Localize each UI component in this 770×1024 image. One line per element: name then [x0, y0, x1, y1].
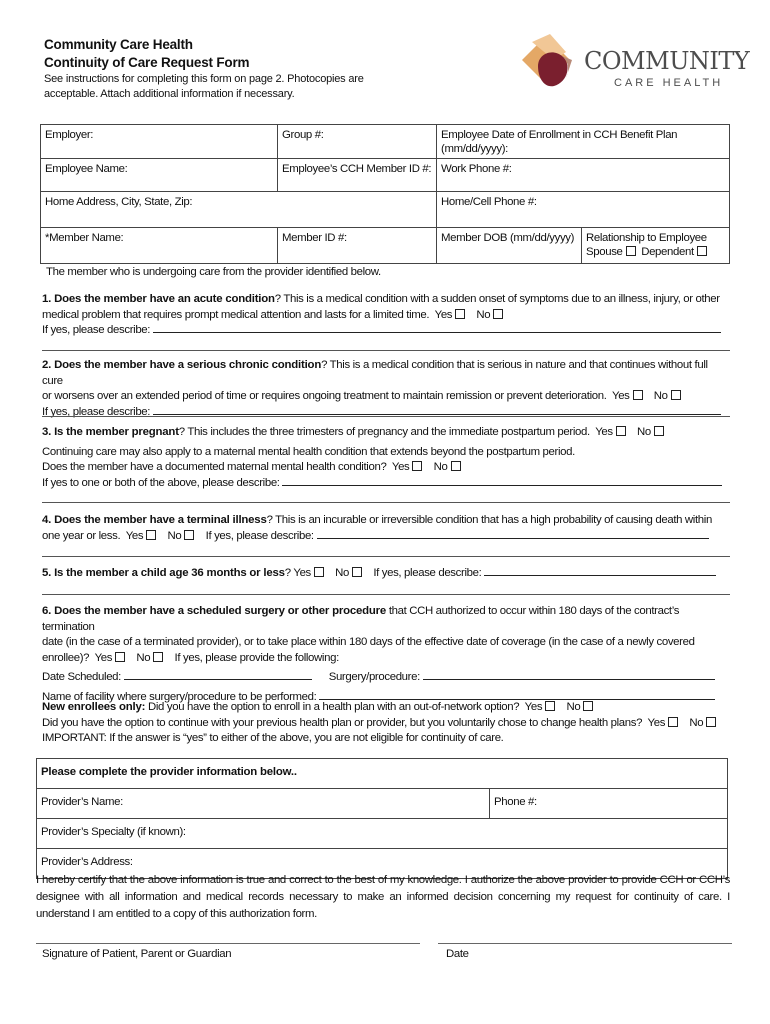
provider-address-label: Provider’s Address: — [41, 856, 133, 868]
q2-describe-input[interactable] — [153, 405, 721, 415]
signature-line[interactable] — [36, 943, 420, 944]
q2-yes-label: Yes — [612, 390, 630, 402]
facility-input[interactable] — [319, 690, 715, 700]
q5-text: ? — [284, 567, 291, 579]
provider-specialty-label: Provider’s Specialty (if known): — [41, 826, 186, 838]
provider-phone-label: Phone #: — [494, 796, 537, 808]
q4-describe-input[interactable] — [317, 529, 709, 539]
work-phone-label: Work Phone #: — [441, 163, 512, 175]
spouse-label: Spouse — [586, 246, 623, 258]
q3-describe-input[interactable] — [282, 476, 722, 486]
question-4 — [42, 513, 730, 544]
provider-heading-text: Please complete the provider information below.. — [41, 766, 297, 778]
employee-member-id-field[interactable] — [278, 159, 437, 192]
employer-label: Employer: — [45, 129, 94, 141]
q6-text-2: date (in the case of a terminated provider), or to take place within 180 days of the effective date of coverage (in the case of a newly covered — [42, 636, 695, 648]
ne1-no-label: No — [566, 701, 581, 713]
q5-describe-line-2[interactable] — [42, 594, 730, 595]
title-line-2: Continuity of Care Request Form — [44, 55, 250, 70]
member-id-field[interactable] — [278, 228, 437, 264]
new-enrollees-section — [42, 700, 730, 747]
q6-yes-checkbox[interactable] — [115, 652, 125, 662]
q1-describe-line-2[interactable] — [42, 350, 730, 351]
q4-no-checkbox[interactable] — [184, 530, 194, 540]
q2-heading: 2. Does the member have a serious chronic condition — [42, 359, 322, 371]
spouse-checkbox[interactable] — [626, 246, 636, 256]
q1-text-2: medical problem that requires prompt medical attention and lasts for a limited time. — [42, 308, 430, 321]
certification-statement: I hereby certify that the above information is true and correct to the best of my knowledge. I authorize the above provider to provide CCH or CCH’s designee with all information and medical records necessary to make an informed decision concerning my request for continuity of care. I understand I am entitled to a copy of this authorization form. — [36, 874, 730, 920]
q1-no-checkbox[interactable] — [493, 309, 503, 319]
group-field[interactable] — [278, 125, 437, 159]
q4-yes-checkbox[interactable] — [146, 530, 156, 540]
q3-yes-checkbox[interactable] — [616, 426, 626, 436]
q3-no-label: No — [637, 426, 651, 438]
relationship-label: Relationship to Employee — [586, 232, 707, 244]
q6-no-checkbox[interactable] — [153, 652, 163, 662]
date-scheduled-label: Date Scheduled: — [42, 671, 121, 683]
q2-text: ? This is a medical condition that is serious in nature and that continues without full cure — [42, 359, 708, 387]
employee-member-id-label: Employee’s CCH Member ID #: — [282, 163, 432, 175]
signature-label: Signature of Patient, Parent or Guardian — [42, 948, 232, 960]
community-care-health-logo — [516, 30, 750, 96]
q6-heading: 6. Does the member have a scheduled surgery or other procedure — [42, 605, 386, 617]
q1-heading: 1. Does the member have an acute condition — [42, 293, 275, 305]
provider-info-table — [36, 758, 728, 879]
facility-label: Name of facility where surgery/procedure to be performed: — [42, 690, 317, 703]
q2-yes-checkbox[interactable] — [633, 390, 643, 400]
q4-text: ? This is an incurable or irreversible condition that has a high probability of causing death within — [266, 514, 712, 526]
member-id-label: Member ID #: — [282, 232, 347, 244]
employee-info-table — [40, 124, 730, 264]
form-instructions: See instructions for completing this form on page 2. Photocopies are acceptable. Attach additional information if necessary. — [44, 73, 364, 100]
surgery-label: Surgery/procedure: — [328, 671, 420, 683]
date-scheduled-input[interactable] — [124, 670, 312, 680]
q2-describe-label: If yes, please describe: — [42, 405, 151, 418]
q3b-no-label: No — [433, 461, 448, 473]
dependent-label: Dependent — [641, 246, 694, 258]
q1-text: ? This is a medical condition with a sudden onset of symptoms due to an illness, injury, or other — [274, 293, 720, 305]
q6-no-label: No — [136, 651, 151, 664]
q3-text-2: Continuing care may also apply to a maternal mental health condition that extends beyond the postpartum period. — [42, 445, 575, 458]
q1-yes-label: Yes — [434, 308, 453, 321]
question-6 — [42, 604, 730, 705]
member-dob-label: Member DOB (mm/dd/yyyy) — [441, 232, 575, 244]
member-name-label: *Member Name: — [45, 232, 124, 244]
q3-text-3: Does the member have a documented maternal mental health condition? — [42, 461, 387, 473]
provider-specialty-field[interactable] — [37, 819, 728, 849]
q1-yes-checkbox[interactable] — [455, 309, 465, 319]
home-address-field[interactable] — [41, 192, 437, 228]
ne2-yes-checkbox[interactable] — [668, 717, 678, 727]
q4-no-label: No — [167, 529, 182, 542]
ne1-yes-label: Yes — [524, 701, 543, 713]
ne2-no-label: No — [689, 716, 704, 729]
q4-describe-label: If yes, please describe: — [205, 529, 314, 542]
q4-text-2: one year or less. — [42, 529, 121, 542]
q3-text: ? This includes the three trimesters of pregnancy and the immediate postpartum period. — [178, 426, 590, 438]
q3-yes-label: Yes — [595, 426, 613, 438]
new-enrollees-text: Did you have the option to enroll in a health plan with an out-of-network option? — [145, 701, 520, 713]
important-notice: IMPORTANT: If the answer is “yes” to either of the above, you are not eligible for continuity of care. — [42, 732, 504, 744]
q3-describe-line-2[interactable] — [42, 502, 730, 503]
ne1-yes-checkbox[interactable] — [545, 701, 555, 711]
q5-describe-label: If yes, please describe: — [373, 567, 482, 579]
q2-describe-line-2[interactable] — [42, 416, 730, 417]
q6-text: that CCH authorized to occur within 180 days of the contract’s termination — [42, 605, 680, 633]
relationship-field — [582, 228, 730, 264]
q5-yes-label: Yes — [293, 567, 311, 579]
date-line[interactable] — [438, 943, 732, 944]
q3-no-checkbox[interactable] — [654, 426, 664, 436]
employee-name-label: Employee Name: — [45, 163, 128, 175]
q2-text-2: or worsens over an extended period of time or requires ongoing treatment to maintain remission or prevent deterioration. — [42, 390, 607, 402]
q2-no-checkbox[interactable] — [671, 390, 681, 400]
q5-no-label: No — [335, 567, 350, 579]
group-label: Group #: — [282, 129, 324, 141]
home-address-label: Home Address, City, State, Zip: — [45, 196, 193, 208]
provider-name-field[interactable] — [37, 789, 490, 819]
provider-name-label: Provider’s Name: — [41, 796, 123, 808]
member-dob-field[interactable] — [437, 228, 582, 264]
member-name-field[interactable] — [41, 228, 278, 264]
work-phone-field[interactable] — [437, 159, 730, 192]
q6-provide-label: If yes, please provide the following: — [174, 651, 339, 664]
q1-no-label: No — [476, 308, 491, 321]
home-phone-label: Home/Cell Phone #: — [441, 196, 537, 208]
new-enrollees-heading: New enrollees only: — [42, 701, 146, 713]
q3b-yes-label: Yes — [391, 461, 410, 473]
q5-yes-checkbox[interactable] — [314, 567, 324, 577]
q2-no-label: No — [653, 390, 668, 402]
home-phone-field[interactable] — [437, 192, 730, 228]
form-title — [44, 36, 249, 72]
q1-describe-label: If yes, please describe: — [42, 324, 151, 336]
q6-text-3: enrollee)? — [42, 651, 90, 664]
q3b-no-checkbox[interactable] — [451, 461, 461, 471]
enrollment-date-field[interactable] — [437, 125, 730, 159]
q4-yes-label: Yes — [125, 529, 144, 542]
q5-no-checkbox[interactable] — [352, 567, 362, 577]
ne2-yes-label: Yes — [647, 716, 666, 729]
logo-mark-icon — [516, 30, 582, 96]
question-5 — [42, 566, 730, 582]
q4-describe-line-2[interactable] — [42, 556, 730, 557]
member-note: The member who is undergoing care from the provider identified below. — [46, 266, 381, 278]
surgery-input[interactable] — [423, 670, 715, 680]
q3b-yes-checkbox[interactable] — [412, 461, 422, 471]
q5-heading: 5. Is the member a child age 36 months or less — [42, 567, 285, 579]
q1-describe-input[interactable] — [153, 323, 721, 333]
new-enrollees-text-2: Did you have the option to continue with your previous health plan or provider, but you voluntarily chose to change health plans? — [42, 716, 643, 729]
title-line-1: Community Care Health — [44, 37, 193, 52]
logo-subtitle: CARE HEALTH — [614, 77, 724, 89]
employer-field[interactable] — [41, 125, 278, 159]
question-1 — [42, 292, 730, 339]
q4-heading: 4. Does the member have a terminal illness — [42, 514, 267, 526]
ne2-no-checkbox[interactable] — [706, 717, 716, 727]
q6-yes-label: Yes — [94, 651, 113, 664]
provider-heading — [37, 759, 728, 789]
q3-heading: 3. Is the member pregnant — [42, 426, 179, 438]
question-2 — [42, 358, 730, 420]
q5-describe-input[interactable] — [484, 566, 716, 576]
question-3 — [42, 425, 730, 491]
enrollment-date-label: Employee Date of Enrollment in CCH Benefit Plan (mm/dd/yyyy): — [441, 129, 678, 155]
logo-wordmark: COMMUNITY — [584, 47, 750, 75]
q3-describe-label: If yes to one or both of the above, please describe: — [42, 476, 280, 489]
ne1-no-checkbox[interactable] — [583, 701, 593, 711]
date-label: Date — [446, 948, 469, 960]
employee-name-field[interactable] — [41, 159, 278, 192]
provider-phone-field[interactable] — [490, 789, 728, 819]
dependent-checkbox[interactable] — [697, 246, 707, 256]
